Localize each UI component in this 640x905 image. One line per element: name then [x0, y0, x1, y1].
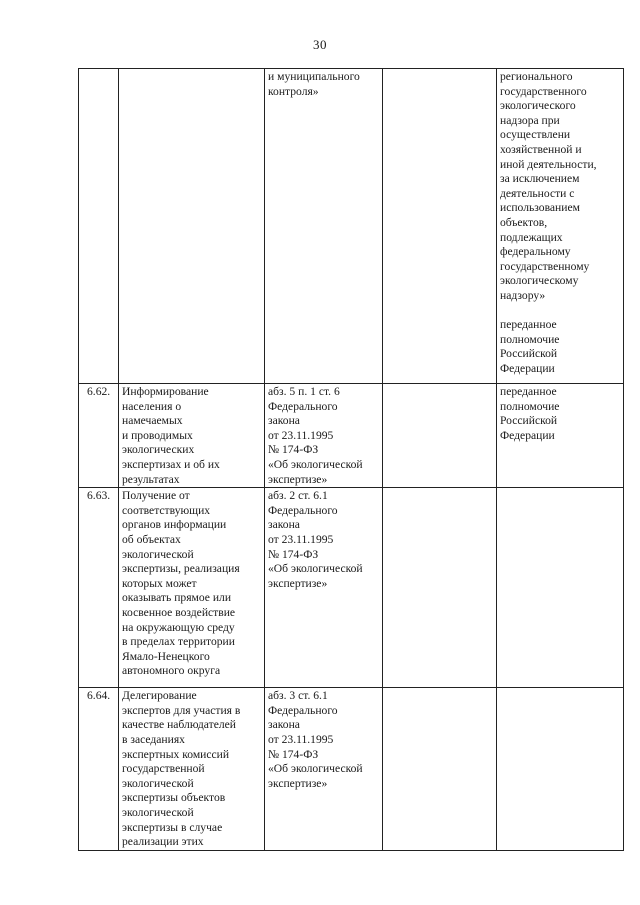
- name-cell: [119, 384, 265, 488]
- legal-basis-cell: [265, 488, 383, 688]
- name-line: экспертизы, реализация: [122, 562, 240, 576]
- name-line: экспертов для участия в: [122, 703, 241, 717]
- name-line: населения о: [122, 399, 182, 413]
- page-number: 30: [313, 37, 327, 52]
- row-number-cell: [79, 384, 119, 488]
- note-cell: [497, 69, 624, 384]
- note-line: экологического: [500, 99, 576, 113]
- legal-basis-line: «Об экологической: [268, 762, 363, 776]
- legal-basis-line: абз. 5 п. 1 ст. 6: [268, 385, 340, 398]
- legal-basis-line: от 23.11.1995: [268, 532, 334, 546]
- legal-basis-line: № 174-ФЗ: [268, 443, 319, 457]
- legal-basis-line: и муниципального: [268, 70, 360, 83]
- name-line: намечаемых: [122, 414, 183, 428]
- name-line: экологической: [122, 776, 194, 790]
- name-line: в заседаниях: [122, 732, 185, 746]
- data-table: [78, 68, 624, 851]
- name-line: экологической: [122, 805, 194, 819]
- legal-basis-line: закона: [268, 518, 300, 532]
- legal-basis-line: контроля»: [268, 84, 319, 98]
- note-line: осуществлени: [500, 128, 571, 142]
- empty-cell: [383, 688, 497, 851]
- row-number-cell: [79, 69, 119, 384]
- name-line: Делегирование: [122, 689, 197, 703]
- name-line: оказывать прямое или: [122, 591, 232, 605]
- name-line: органов информации: [122, 518, 227, 532]
- name-line: автономного округа: [122, 664, 221, 678]
- note-line: Российской: [500, 347, 558, 361]
- row-number-cell: [79, 488, 119, 688]
- note-line: Федерации: [500, 428, 555, 442]
- note-line: федеральному: [500, 245, 571, 259]
- note-cell: [497, 488, 624, 688]
- name-line: экспертизах и об их: [122, 457, 220, 471]
- note-line: надзору»: [500, 288, 546, 302]
- name-line: косвенное воздействие: [122, 605, 236, 619]
- note-line: использованием: [500, 201, 580, 215]
- note-line: полномочие: [500, 399, 560, 413]
- legal-basis-line: Федерального: [268, 399, 338, 413]
- note-line: объектов,: [500, 215, 548, 229]
- name-line: Ямало-Ненецкого: [122, 649, 210, 663]
- name-line: соответствующих: [122, 503, 211, 517]
- table-row: [79, 384, 624, 488]
- name-cell: [119, 688, 265, 851]
- legal-basis-cell: [265, 384, 383, 488]
- note-line: за исключением: [500, 172, 580, 186]
- row-number-cell: [79, 688, 119, 851]
- name-line: на окружающую среду: [122, 620, 235, 634]
- legal-basis-line: Федерального: [268, 703, 338, 717]
- note-line: деятельности с: [500, 186, 575, 200]
- row-number: 6.64.: [87, 689, 111, 703]
- note-line: государственного: [500, 84, 587, 98]
- legal-basis-line: от 23.11.1995: [268, 428, 334, 442]
- row-number: 6.62.: [87, 385, 111, 398]
- name-line: государственной: [122, 762, 205, 776]
- row-number: 6.63.: [87, 489, 111, 503]
- note-line: полномочие: [500, 332, 560, 346]
- empty-cell: [383, 488, 497, 688]
- legal-basis-line: абз. 3 ст. 6.1: [268, 689, 328, 703]
- name-line: результатах: [122, 472, 180, 486]
- name-line: Получение от: [122, 489, 190, 503]
- legal-basis-line: экспертизе»: [268, 472, 328, 486]
- name-line: в пределах территории: [122, 635, 235, 649]
- table-row: [79, 688, 624, 851]
- legal-basis-line: от 23.11.1995: [268, 732, 334, 746]
- note-line: хозяйственной и: [500, 142, 582, 156]
- note-line: экологическому: [500, 274, 579, 288]
- note-cell: [497, 384, 624, 488]
- empty-cell: [383, 69, 497, 384]
- name-line: экологической: [122, 547, 194, 561]
- note-line: государственному: [500, 259, 590, 273]
- name-line: которых может: [122, 576, 197, 590]
- name-line: Информирование: [122, 385, 209, 398]
- legal-basis-line: «Об экологической: [268, 457, 363, 471]
- empty-cell: [383, 384, 497, 488]
- note-line: регионального: [500, 70, 573, 83]
- legal-basis-line: закона: [268, 414, 300, 428]
- note-cell: [497, 688, 624, 851]
- note-line: Российской: [500, 414, 558, 428]
- legal-basis-line: абз. 2 ст. 6.1: [268, 489, 328, 503]
- name-line: экспертных комиссий: [122, 747, 230, 761]
- name-cell: [119, 69, 265, 384]
- legal-basis-line: Федерального: [268, 503, 338, 517]
- name-cell: [119, 488, 265, 688]
- legal-basis-line: экспертизе»: [268, 776, 328, 790]
- name-line: экологических: [122, 443, 195, 457]
- legal-basis-line: «Об экологической: [268, 562, 363, 576]
- legal-basis-line: № 174-ФЗ: [268, 747, 319, 761]
- legal-basis-line: экспертизе»: [268, 576, 328, 590]
- note-line: подлежащих: [500, 230, 563, 244]
- note-line: иной деятельности,: [500, 157, 597, 171]
- table-row: [79, 488, 624, 688]
- name-line: об объектах: [122, 532, 181, 546]
- legal-basis-cell: [265, 688, 383, 851]
- name-line: реализации этих: [122, 835, 204, 849]
- name-line: и проводимых: [122, 428, 193, 442]
- legal-basis-cell: [265, 69, 383, 384]
- legal-basis-line: закона: [268, 718, 300, 732]
- note-line: переданное: [500, 385, 557, 398]
- name-line: экспертизы в случае: [122, 820, 223, 834]
- note-line: надзора при: [500, 113, 560, 127]
- table-row: [79, 69, 624, 384]
- name-line: качестве наблюдателей: [122, 718, 236, 732]
- note-spacer: [500, 304, 620, 319]
- legal-basis-line: № 174-ФЗ: [268, 547, 319, 561]
- name-line: экспертизы объектов: [122, 791, 226, 805]
- note-line: Федерации: [500, 361, 555, 375]
- note-line: переданное: [500, 318, 557, 332]
